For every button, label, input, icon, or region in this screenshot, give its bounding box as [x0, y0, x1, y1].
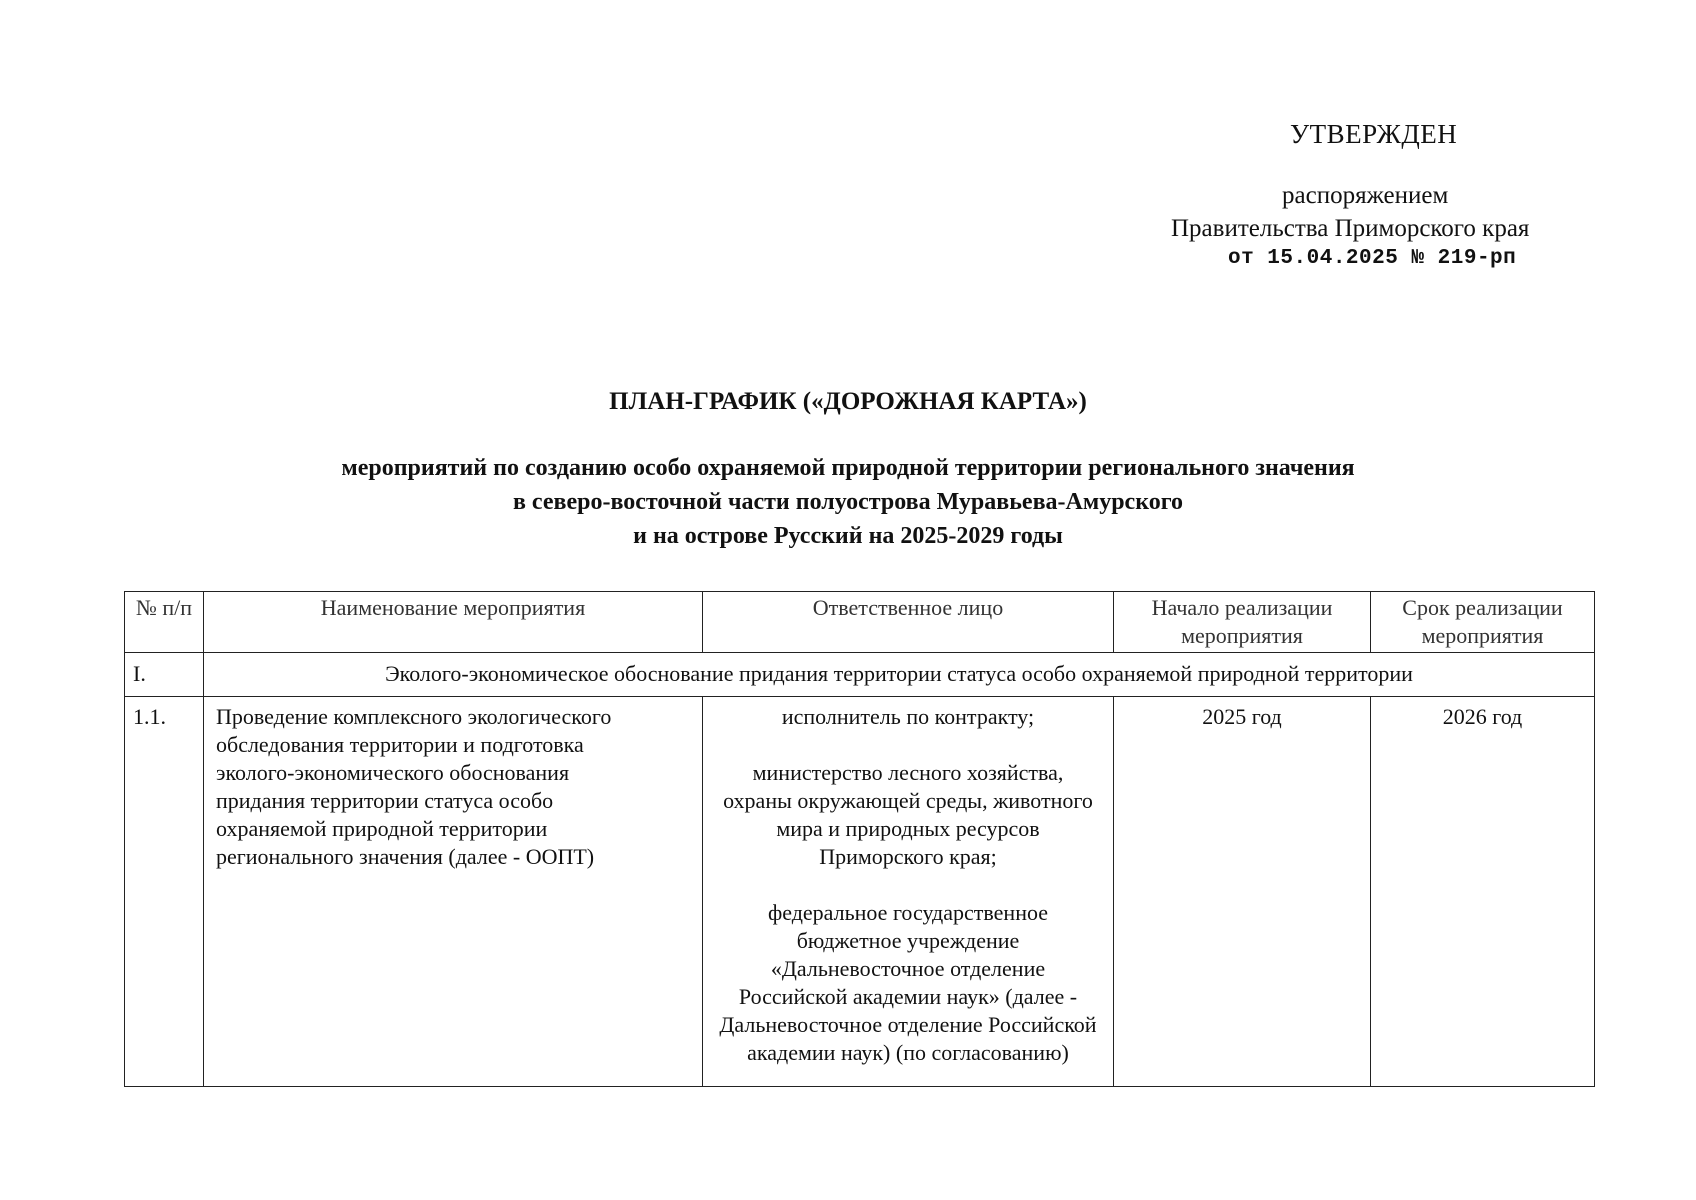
approval-title: УТВЕРЖДЕН — [1290, 119, 1458, 149]
subtitle-line-3: и на острове Русский на 2025-2029 годы — [633, 523, 1063, 549]
row-deadline: 2026 год — [1371, 697, 1595, 1087]
header-responsible: Ответственное лицо — [703, 592, 1114, 653]
section-num: I. — [125, 653, 204, 697]
responsible-item: министерство лесного хозяйства, охраны окружающей среды, животного мира и природных ресурсов Приморского края; — [723, 760, 1093, 869]
header-num: № п/п — [125, 592, 204, 653]
row-name: Проведение комплексного экологического обследования территории и подготовка эколого-экономического обоснования придания территории статуса особо охраняемой природной территории регионального значения (далее - ООПТ) — [204, 697, 703, 1087]
document-subtitle — [0, 451, 1696, 553]
section-title: Эколого-экономическое обоснование придания территории статуса особо охраняемой природной территории — [204, 653, 1595, 697]
table-row — [125, 697, 1595, 1087]
approval-order: от 15.04.2025 № 219-рп — [1228, 247, 1517, 270]
row-responsible — [703, 697, 1114, 1087]
section-row — [125, 653, 1595, 697]
document-title: ПЛАН-ГРАФИК («ДОРОЖНАЯ КАРТА») — [609, 388, 1087, 415]
header-deadline: Срок реализации мероприятия — [1371, 592, 1595, 653]
approval-line-2: Правительства Приморского края — [1171, 215, 1530, 242]
header-start: Начало реализации мероприятия — [1114, 592, 1371, 653]
plan-table — [124, 591, 1595, 1087]
table-header-row — [125, 592, 1595, 653]
subtitle-line-1: мероприятий по созданию особо охраняемой природной территории регионального значения — [341, 455, 1355, 481]
header-name: Наименование мероприятия — [204, 592, 703, 653]
responsible-item: федеральное государственное бюджетное учреждение «Дальневосточное отделение Российской академии наук» (далее - Дальневосточное отделение Российской академии наук) (по согласованию) — [719, 900, 1097, 1065]
subtitle-line-2: в северо-восточной части полуострова Муравьева-Амурского — [512, 489, 1184, 515]
responsible-item: исполнитель по контракту; — [781, 704, 1035, 729]
row-start: 2025 год — [1114, 697, 1371, 1087]
approval-line-1: распоряжением — [1282, 182, 1449, 209]
row-num: 1.1. — [125, 697, 204, 1087]
